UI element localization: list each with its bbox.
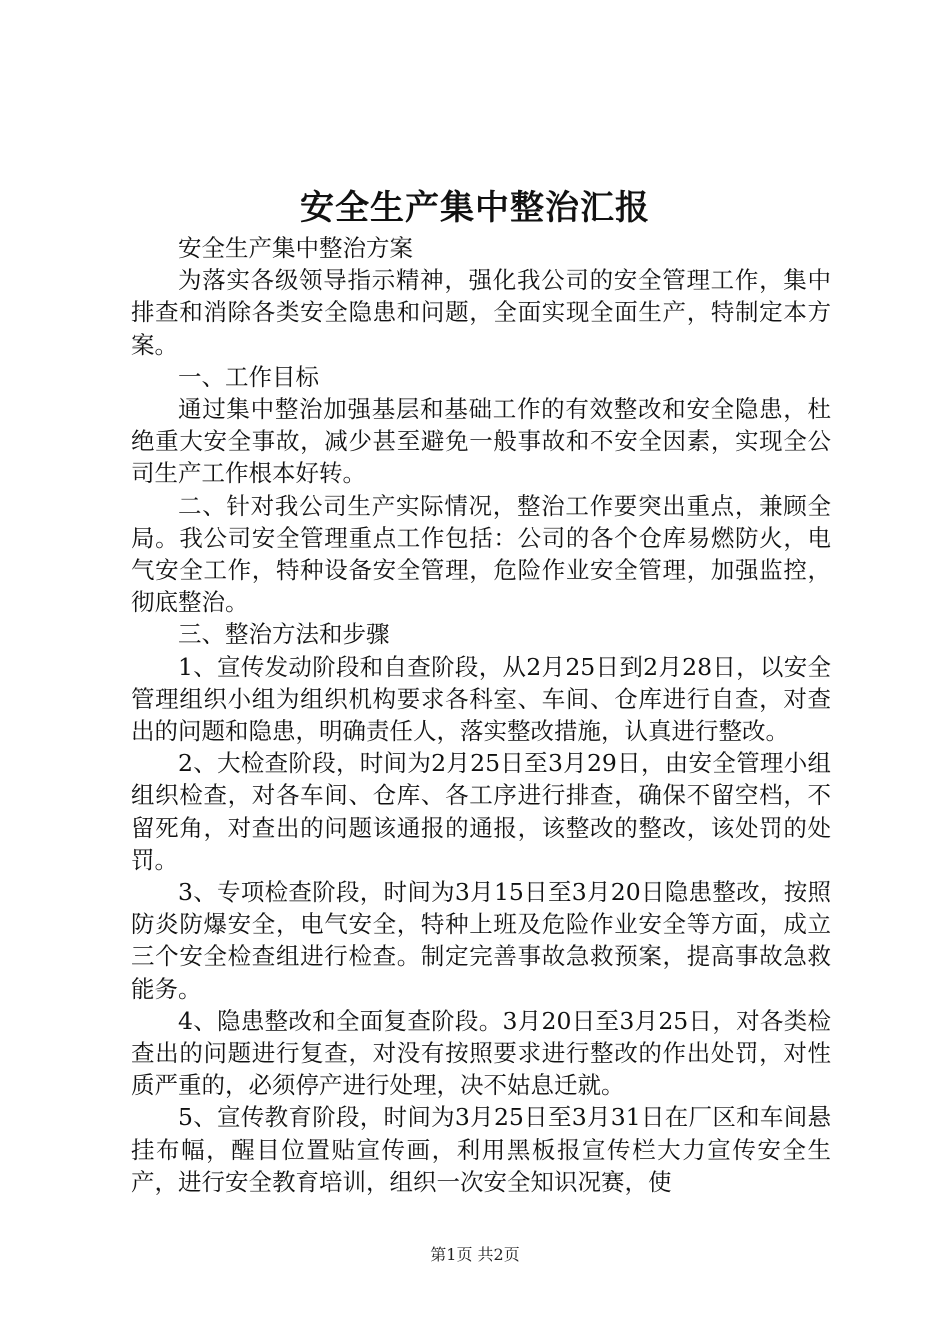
paragraph-step-2: 2、大检查阶段，时间为2月25日至3月29日，由安全管理小组组织检查，对各车间、仓库、各工序进行排查，确保不留空档，不留死角，对查出的问题该通报的通报，该整改的整改，该处罚的处罚。 [131, 749, 831, 874]
section-heading-methods: 三、整治方法和步骤 [178, 620, 390, 649]
paragraph-intro: 为落实各级领导指示精神，强化我公司的安全管理工作，集中排查和消除各类安全隐患和问题，全面实现全面生产，特制定本方案。 [131, 266, 831, 359]
page-number-footer: 第1页 共2页 [430, 1245, 520, 1264]
paragraph-step-1: 1、宣传发动阶段和自查阶段，从2月25日到2月28日，以安全管理组织小组为组织机构要求各科室、车间、仓库进行自查，对查出的问题和隐患，明确责任人，落实整改措施，认真进行整改。 [131, 652, 831, 746]
document-title: 安全生产集中整治汇报 [300, 188, 650, 228]
paragraph-step-3: 3、专项检查阶段，时间为3月15日至3月20日隐患整改，按照防炎防爆安全，电气安全，特种上班及危险作业安全等方面，成立三个安全检查组进行检查。制定完善事故急救预案，提高事故急救能务。 [131, 878, 831, 1003]
document-body [131, 232, 831, 1198]
paragraph-step-5: 5、宣传教育阶段，时间为3月25日至3月31日在厂区和车间悬挂布幅，醒目位置贴宣传画，利用黑板报宣传栏大力宣传安全生产，进行安全教育培训，组织一次安全知识况赛，使 [131, 1103, 831, 1196]
paragraph-step-4: 4、隐患整改和全面复查阶段。3月20日至3月25日，对各类检查出的问题进行复查，对没有按照要求进行整改的作出处罚，对性质严重的，必须停产进行处理，决不姑息迁就。 [131, 1006, 831, 1100]
paragraph-plan-heading: 安全生产集中整治方案 [178, 234, 413, 262]
paragraph-focus: 二、针对我公司生产实际情况，整治工作要突出重点，兼顾全局。我公司安全管理重点工作包括：公司的各个仓库易燃防火，电气安全工作，特种设备安全管理，危险作业安全管理，加强监控，彻底整治。 [131, 491, 831, 617]
section-heading-goals: 一、工作目标 [178, 362, 319, 391]
paragraph-goals: 通过集中整治加强基层和基础工作的有效整改和安全隐患，杜绝重大安全事故，减少甚至避免一般事故和不安全因素，实现全公司生产工作根本好转。 [131, 395, 831, 488]
